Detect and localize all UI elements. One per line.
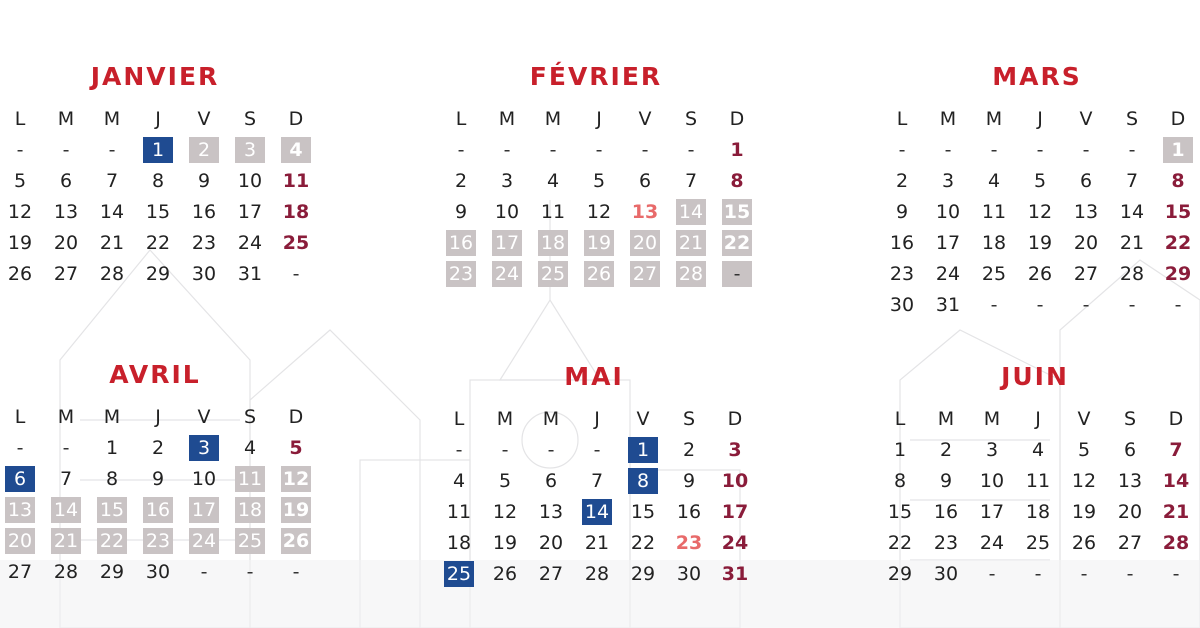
day-cell: 28 — [1119, 263, 1145, 285]
day-cell: 17 — [935, 232, 961, 254]
empty-day: - — [246, 561, 254, 583]
weekday-header: M — [937, 408, 955, 430]
weekday-header: L — [453, 408, 465, 430]
day-cell: 7 — [684, 170, 698, 192]
day-cell: 15 — [1164, 201, 1192, 223]
day-cell: 4 — [987, 170, 1001, 192]
day-cell: 31 — [721, 563, 749, 585]
day-cell: 28 — [676, 261, 706, 287]
weekday-header: V — [197, 108, 211, 130]
month-5 — [885, 360, 1190, 585]
day-cell: 9 — [454, 201, 468, 223]
day-cell: 13 — [631, 201, 659, 223]
day-cell: 11 — [981, 201, 1007, 223]
day-cell: 25 — [444, 561, 474, 587]
day-cell: 29 — [887, 563, 913, 585]
day-cell: 3 — [500, 170, 514, 192]
weekday-header: M — [542, 408, 560, 430]
month-title: JUIN — [1001, 362, 1069, 391]
empty-day: - — [16, 437, 24, 459]
weekday-header: D — [288, 406, 304, 428]
day-cell: 27 — [1073, 263, 1099, 285]
day-cell: 22 — [887, 532, 913, 554]
day-cell: 1 — [730, 139, 744, 161]
weekday-header: J — [1035, 408, 1041, 430]
month-1 — [446, 60, 751, 285]
weekday-header: L — [896, 108, 908, 130]
day-cell: 27 — [7, 561, 33, 583]
weekday-header: V — [197, 406, 211, 428]
day-cell: 14 — [51, 497, 81, 523]
month-4 — [444, 360, 749, 585]
day-cell: 2 — [189, 137, 219, 163]
day-cell: 19 — [584, 230, 614, 256]
day-cell: 15 — [97, 497, 127, 523]
day-cell: 2 — [895, 170, 909, 192]
day-cell: 4 — [546, 170, 560, 192]
weekday-header: S — [682, 408, 696, 430]
day-cell: 21 — [1162, 501, 1190, 523]
empty-day: - — [16, 139, 24, 161]
month-grid — [444, 394, 749, 585]
day-cell: 3 — [985, 439, 999, 461]
weekday-header: L — [894, 408, 906, 430]
day-cell: 30 — [191, 263, 217, 285]
empty-day: - — [1036, 139, 1044, 161]
month-2 — [887, 60, 1192, 316]
day-cell: 23 — [446, 261, 476, 287]
weekday-header: J — [594, 408, 600, 430]
day-cell: 5 — [498, 470, 512, 492]
empty-day: - — [595, 139, 603, 161]
day-cell: 13 — [5, 497, 35, 523]
day-cell: 16 — [143, 497, 173, 523]
day-cell: 19 — [282, 499, 310, 521]
day-cell: 24 — [237, 232, 263, 254]
day-cell: 1 — [893, 439, 907, 461]
day-cell: 8 — [628, 468, 658, 494]
day-cell: 24 — [979, 532, 1005, 554]
empty-day: - — [1082, 139, 1090, 161]
month-grid — [887, 94, 1192, 316]
day-cell: 7 — [1125, 170, 1139, 192]
day-cell: 9 — [682, 470, 696, 492]
day-cell: 4 — [1031, 439, 1045, 461]
day-cell: 20 — [538, 532, 564, 554]
empty-day: - — [641, 139, 649, 161]
empty-day: - — [990, 139, 998, 161]
day-cell: 25 — [282, 232, 310, 254]
day-cell: 29 — [145, 263, 171, 285]
empty-day: - — [292, 263, 300, 285]
day-cell: 23 — [143, 528, 173, 554]
empty-day: - — [722, 261, 752, 287]
day-cell: 13 — [1073, 201, 1099, 223]
day-cell: 30 — [889, 294, 915, 316]
weekday-header: M — [498, 108, 516, 130]
day-cell: 13 — [53, 201, 79, 223]
day-cell: 23 — [933, 532, 959, 554]
weekday-header: L — [14, 406, 26, 428]
day-cell: 9 — [151, 468, 165, 490]
day-cell: 26 — [1027, 263, 1053, 285]
day-cell: 3 — [235, 137, 265, 163]
day-cell: 11 — [235, 466, 265, 492]
day-cell: 20 — [5, 528, 35, 554]
month-grid — [5, 392, 310, 583]
day-cell: 21 — [676, 230, 706, 256]
day-cell: 13 — [538, 501, 564, 523]
day-cell: 1 — [105, 437, 119, 459]
day-cell: 14 — [1119, 201, 1145, 223]
weekday-header: J — [155, 406, 161, 428]
empty-day: - — [1036, 294, 1044, 316]
day-cell: 24 — [189, 528, 219, 554]
day-cell: 5 — [592, 170, 606, 192]
day-cell: 23 — [191, 232, 217, 254]
weekday-header: M — [983, 408, 1001, 430]
day-cell: 26 — [584, 261, 614, 287]
day-cell: 7 — [590, 470, 604, 492]
day-cell: 25 — [1025, 532, 1051, 554]
day-cell: 7 — [1169, 439, 1183, 461]
day-cell: 17 — [721, 501, 749, 523]
day-cell: 14 — [99, 201, 125, 223]
day-cell: 13 — [1117, 470, 1143, 492]
day-cell: 6 — [638, 170, 652, 192]
weekday-header: L — [14, 108, 26, 130]
day-cell: 29 — [1164, 263, 1192, 285]
weekday-header: D — [729, 108, 745, 130]
day-cell: 22 — [1164, 232, 1192, 254]
weekday-header: M — [103, 406, 121, 428]
day-cell: 12 — [1027, 201, 1053, 223]
day-cell: 25 — [538, 261, 568, 287]
day-cell: 18 — [981, 232, 1007, 254]
day-cell: 1 — [628, 437, 658, 463]
day-cell: 10 — [979, 470, 1005, 492]
day-cell: 6 — [1079, 170, 1093, 192]
day-cell: 4 — [243, 437, 257, 459]
empty-day: - — [62, 139, 70, 161]
day-cell: 21 — [51, 528, 81, 554]
day-cell: 27 — [1117, 532, 1143, 554]
day-cell: 25 — [235, 528, 265, 554]
day-cell: 8 — [105, 468, 119, 490]
day-cell: 3 — [728, 439, 742, 461]
weekday-header: M — [103, 108, 121, 130]
day-cell: 10 — [721, 470, 749, 492]
weekday-header: D — [1168, 408, 1184, 430]
day-cell: 5 — [1077, 439, 1091, 461]
weekday-header: V — [636, 408, 650, 430]
empty-day: - — [988, 563, 996, 585]
day-cell: 18 — [1025, 501, 1051, 523]
day-cell: 16 — [446, 230, 476, 256]
day-cell: 26 — [7, 263, 33, 285]
day-cell: 20 — [53, 232, 79, 254]
empty-day: - — [593, 439, 601, 461]
day-cell: 20 — [630, 230, 660, 256]
day-cell: 11 — [1025, 470, 1051, 492]
day-cell: 15 — [145, 201, 171, 223]
day-cell: 27 — [630, 261, 660, 287]
day-cell: 22 — [630, 532, 656, 554]
day-cell: 22 — [723, 232, 751, 254]
day-cell: 17 — [492, 230, 522, 256]
empty-day: - — [108, 139, 116, 161]
empty-day: - — [1174, 294, 1182, 316]
empty-day: - — [1080, 563, 1088, 585]
empty-day: - — [549, 139, 557, 161]
weekday-header: L — [455, 108, 467, 130]
day-cell: 17 — [237, 201, 263, 223]
day-cell: 7 — [105, 170, 119, 192]
day-cell: 3 — [941, 170, 955, 192]
empty-day: - — [1128, 139, 1136, 161]
day-cell: 19 — [492, 532, 518, 554]
day-cell: 26 — [282, 530, 310, 552]
day-cell: 12 — [492, 501, 518, 523]
weekday-header: M — [939, 108, 957, 130]
empty-day: - — [547, 439, 555, 461]
weekday-header: M — [544, 108, 562, 130]
day-cell: 1 — [143, 137, 173, 163]
day-cell: 26 — [1071, 532, 1097, 554]
day-cell: 5 — [289, 437, 303, 459]
month-title: FÉVRIER — [529, 62, 663, 91]
day-cell: 22 — [145, 232, 171, 254]
day-cell: 2 — [151, 437, 165, 459]
weekday-header: M — [496, 408, 514, 430]
day-cell: 15 — [630, 501, 656, 523]
weekday-header: S — [243, 108, 257, 130]
weekday-header: J — [155, 108, 161, 130]
day-cell: 9 — [895, 201, 909, 223]
day-cell: 10 — [191, 468, 217, 490]
day-cell: 28 — [53, 561, 79, 583]
day-cell: 19 — [1027, 232, 1053, 254]
day-cell: 30 — [933, 563, 959, 585]
weekday-header: D — [288, 108, 304, 130]
empty-day: - — [1034, 563, 1042, 585]
weekday-header: D — [1170, 108, 1186, 130]
day-cell: 6 — [1123, 439, 1137, 461]
day-cell: 2 — [682, 439, 696, 461]
day-cell: 31 — [935, 294, 961, 316]
weekday-header: M — [57, 108, 75, 130]
weekday-header: M — [985, 108, 1003, 130]
day-cell: 11 — [282, 170, 310, 192]
day-cell: 14 — [582, 499, 612, 525]
weekday-header: V — [638, 108, 652, 130]
day-cell: 3 — [189, 435, 219, 461]
day-cell: 18 — [538, 230, 568, 256]
month-grid — [446, 94, 751, 285]
empty-day: - — [1172, 563, 1180, 585]
empty-day: - — [455, 439, 463, 461]
weekday-header: S — [1123, 408, 1137, 430]
day-cell: 12 — [1071, 470, 1097, 492]
day-cell: 6 — [544, 470, 558, 492]
empty-day: - — [1126, 563, 1134, 585]
day-cell: 31 — [237, 263, 263, 285]
day-cell: 21 — [99, 232, 125, 254]
day-cell: 7 — [59, 468, 73, 490]
day-cell: 21 — [584, 532, 610, 554]
day-cell: 8 — [151, 170, 165, 192]
empty-day: - — [1082, 294, 1090, 316]
day-cell: 17 — [189, 497, 219, 523]
day-cell: 16 — [191, 201, 217, 223]
day-cell: 20 — [1073, 232, 1099, 254]
day-cell: 18 — [235, 497, 265, 523]
month-title: AVRIL — [109, 360, 201, 389]
day-cell: 11 — [540, 201, 566, 223]
day-cell: 12 — [282, 468, 310, 490]
day-cell: 19 — [7, 232, 33, 254]
weekday-header: M — [57, 406, 75, 428]
day-cell: 20 — [1117, 501, 1143, 523]
day-cell: 15 — [887, 501, 913, 523]
day-cell: 2 — [939, 439, 953, 461]
empty-day: - — [1128, 294, 1136, 316]
day-cell: 21 — [1119, 232, 1145, 254]
day-cell: 30 — [676, 563, 702, 585]
weekday-header: V — [1077, 408, 1091, 430]
day-cell: 5 — [13, 170, 27, 192]
day-cell: 16 — [889, 232, 915, 254]
day-cell: 30 — [145, 561, 171, 583]
day-cell: 26 — [492, 563, 518, 585]
empty-day: - — [990, 294, 998, 316]
day-cell: 19 — [1071, 501, 1097, 523]
day-cell: 18 — [282, 201, 310, 223]
day-cell: 22 — [97, 528, 127, 554]
day-cell: 9 — [939, 470, 953, 492]
day-cell: 10 — [935, 201, 961, 223]
day-cell: 29 — [99, 561, 125, 583]
empty-day: - — [944, 139, 952, 161]
day-cell: 16 — [933, 501, 959, 523]
empty-day: - — [200, 561, 208, 583]
empty-day: - — [898, 139, 906, 161]
day-cell: 8 — [893, 470, 907, 492]
day-cell: 9 — [197, 170, 211, 192]
month-0 — [5, 60, 310, 285]
day-cell: 25 — [981, 263, 1007, 285]
month-title: MAI — [564, 362, 624, 391]
weekday-header: S — [243, 406, 257, 428]
day-cell: 10 — [237, 170, 263, 192]
day-cell: 27 — [53, 263, 79, 285]
weekday-header: V — [1079, 108, 1093, 130]
empty-day: - — [62, 437, 70, 459]
day-cell: 23 — [889, 263, 915, 285]
day-cell: 10 — [494, 201, 520, 223]
day-cell: 4 — [281, 137, 311, 163]
day-cell: 17 — [979, 501, 1005, 523]
day-cell: 24 — [935, 263, 961, 285]
day-cell: 24 — [492, 261, 522, 287]
weekday-header: J — [1037, 108, 1043, 130]
empty-day: - — [457, 139, 465, 161]
day-cell: 14 — [676, 199, 706, 225]
day-cell: 27 — [538, 563, 564, 585]
day-cell: 28 — [99, 263, 125, 285]
day-cell: 29 — [630, 563, 656, 585]
day-cell: 11 — [446, 501, 472, 523]
empty-day: - — [292, 561, 300, 583]
day-cell: 16 — [676, 501, 702, 523]
month-3 — [5, 358, 310, 583]
weekday-header: S — [684, 108, 698, 130]
day-cell: 18 — [446, 532, 472, 554]
month-grid — [885, 394, 1190, 585]
day-cell: 14 — [1162, 470, 1190, 492]
day-cell: 8 — [1171, 170, 1185, 192]
day-cell: 28 — [584, 563, 610, 585]
day-cell: 4 — [452, 470, 466, 492]
month-title: JANVIER — [90, 62, 220, 91]
weekday-header: J — [596, 108, 602, 130]
day-cell: 5 — [1033, 170, 1047, 192]
day-cell: 1 — [1163, 137, 1193, 163]
empty-day: - — [501, 439, 509, 461]
day-cell: 6 — [59, 170, 73, 192]
weekday-header: D — [727, 408, 743, 430]
day-cell: 6 — [5, 466, 35, 492]
day-cell: 2 — [454, 170, 468, 192]
day-cell: 23 — [675, 532, 703, 554]
day-cell: 24 — [721, 532, 749, 554]
month-title: MARS — [992, 62, 1082, 91]
day-cell: 15 — [723, 201, 751, 223]
day-cell: 12 — [7, 201, 33, 223]
empty-day: - — [687, 139, 695, 161]
weekday-header: S — [1125, 108, 1139, 130]
day-cell: 12 — [586, 201, 612, 223]
day-cell: 8 — [730, 170, 744, 192]
empty-day: - — [503, 139, 511, 161]
day-cell: 28 — [1162, 532, 1190, 554]
month-grid — [5, 94, 310, 285]
